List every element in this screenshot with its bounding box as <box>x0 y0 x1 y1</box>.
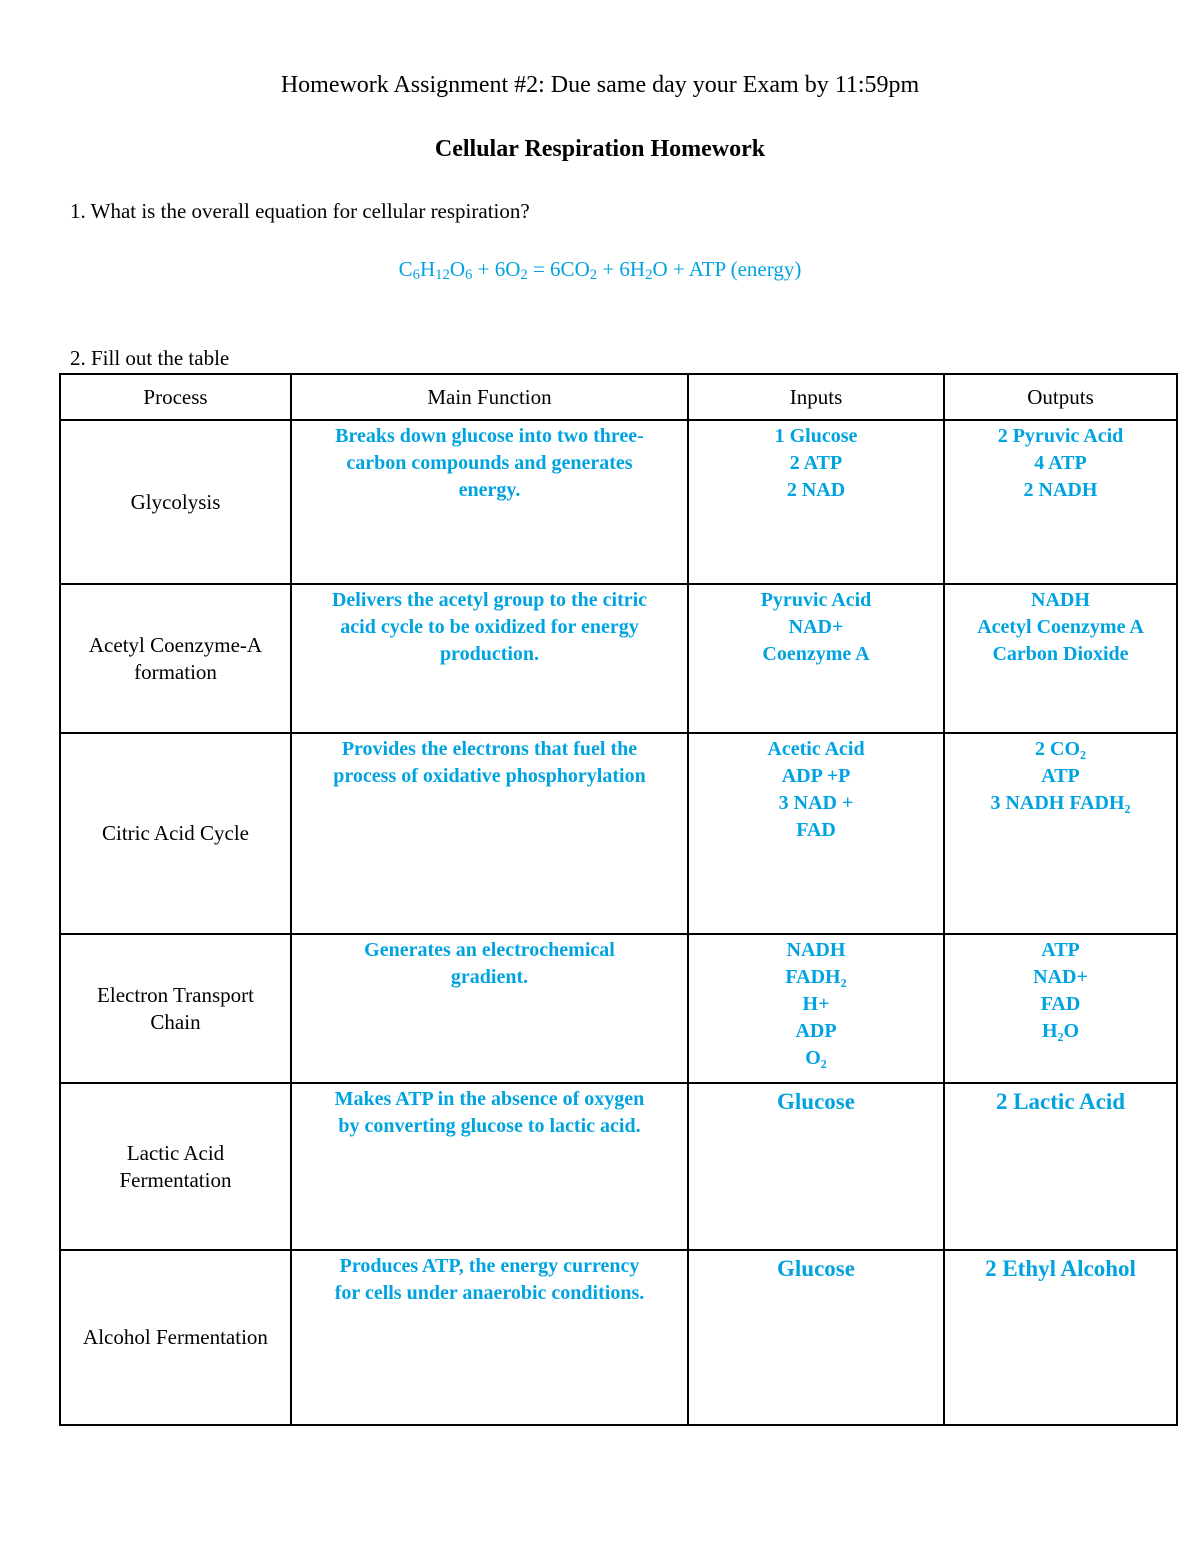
inputs-cell <box>688 934 944 1083</box>
process-text: Alcohol Fermentation <box>83 1325 268 1349</box>
inputs-cell <box>688 584 944 733</box>
function-text: gradient. <box>450 966 529 988</box>
eq-sub: 2 <box>520 266 528 283</box>
question-2-prompt: 2. Fill out the table <box>70 346 230 370</box>
output-item: 2 Pyruvic Acid <box>997 425 1124 447</box>
input-item: O₂ <box>805 1047 827 1069</box>
outputs-cell <box>944 733 1177 934</box>
process-cell <box>60 420 291 584</box>
output-item: ATP <box>1041 765 1080 787</box>
input-item: 2 NAD <box>786 479 846 501</box>
eq-part: O + ATP (energy) <box>652 257 802 281</box>
outputs-cell <box>944 1083 1177 1250</box>
input-item: FAD <box>796 819 836 841</box>
header-process: Process <box>60 374 291 420</box>
table-header-row <box>60 374 1177 420</box>
inputs-cell <box>688 1250 944 1425</box>
output-item: H₂O <box>1041 1020 1080 1042</box>
eq-part: H <box>419 257 436 281</box>
function-text: Breaks down glucose into two three- <box>335 425 644 447</box>
eq-part: + 6O <box>472 257 521 281</box>
input-item: Glucose <box>777 1256 855 1281</box>
table-row <box>60 420 1177 584</box>
input-item: H+ <box>802 993 830 1015</box>
function-cell <box>291 584 688 733</box>
input-item: FADH₂ <box>785 966 847 988</box>
input-item: Coenzyme A <box>762 643 870 665</box>
output-item: Acetyl Coenzyme A <box>977 616 1144 638</box>
eq-sub: 2 <box>589 266 598 283</box>
process-cell <box>60 733 291 934</box>
function-text: acid cycle to be oxidized for energy <box>340 616 639 638</box>
inputs-cell <box>688 420 944 584</box>
outputs-cell <box>944 934 1177 1083</box>
outputs-cell <box>944 1250 1177 1425</box>
eq-sub: 6 <box>465 266 473 283</box>
outputs-cell <box>944 420 1177 584</box>
table-row <box>60 1083 1177 1250</box>
function-text: for cells under anaerobic conditions. <box>334 1282 645 1304</box>
input-item: Glucose <box>777 1089 855 1114</box>
process-text: Acetyl Coenzyme-A <box>88 632 263 657</box>
inputs-cell <box>688 1083 944 1250</box>
process-text: Citric Acid Cycle <box>102 821 249 845</box>
input-item: NADH <box>786 939 846 961</box>
process-cell <box>60 1083 291 1250</box>
function-cell <box>291 934 688 1083</box>
output-item: NAD+ <box>1033 966 1088 988</box>
process-text: Lactic Acid <box>126 1140 225 1165</box>
eq-sub: 12 <box>435 266 450 283</box>
respiration-table <box>59 373 1178 1426</box>
output-item: ATP <box>1041 939 1080 961</box>
header-outputs: Outputs <box>944 374 1177 420</box>
table-row <box>60 733 1177 934</box>
output-item: Carbon Dioxide <box>992 643 1129 665</box>
process-cell <box>60 934 291 1083</box>
function-text: Provides the electrons that fuel the <box>341 738 638 760</box>
header-main-function: Main Function <box>291 374 688 420</box>
output-item: 3 NADH FADH₂ <box>990 792 1131 814</box>
function-text: Generates an electrochemical <box>364 939 615 961</box>
eq-part: C <box>398 257 413 281</box>
output-item: 2 NADH <box>1023 479 1098 501</box>
document-subtitle: Cellular Respiration Homework <box>434 136 766 162</box>
eq-sub: 6 <box>412 266 420 283</box>
eq-part: + 6H <box>597 257 646 281</box>
process-text: Chain <box>150 1009 201 1034</box>
table-row <box>60 584 1177 733</box>
inputs-cell <box>688 733 944 934</box>
output-item: NADH <box>1031 589 1090 611</box>
function-text: Delivers the acetyl group to the citric <box>331 589 648 611</box>
output-item: 2 Ethyl Alcohol <box>985 1256 1136 1281</box>
question-1-prompt: 1. What is the overall equation for cellular respiration? <box>70 199 530 223</box>
output-item: FAD <box>1040 993 1081 1015</box>
process-text: Fermentation <box>119 1167 232 1192</box>
process-text: Glycolysis <box>130 489 221 514</box>
header-inputs: Inputs <box>688 374 944 420</box>
table-row <box>60 1250 1177 1425</box>
function-text: Makes ATP in the absence of oxygen <box>334 1088 645 1110</box>
table-row <box>60 934 1177 1083</box>
output-item: 2 CO₂ <box>1035 738 1086 760</box>
eq-sub: 2 <box>645 266 653 283</box>
process-text: Electron Transport <box>97 982 254 1007</box>
process-cell <box>60 584 291 733</box>
eq-part: = 6CO <box>527 257 590 281</box>
input-item: 3 NAD + <box>778 792 854 814</box>
process-cell <box>60 1250 291 1425</box>
function-text: process of oxidative phosphorylation <box>333 765 646 787</box>
input-item: 2 ATP <box>789 452 843 474</box>
input-item: Acetic Acid <box>767 738 865 760</box>
function-cell <box>291 1083 688 1250</box>
function-text: production. <box>439 643 540 665</box>
function-cell <box>291 1250 688 1425</box>
input-item: NAD+ <box>788 616 844 638</box>
function-text: energy. <box>458 479 521 501</box>
input-item: Pyruvic Acid <box>760 589 872 611</box>
page-title: Homework Assignment #2: Due same day your Exam by 11:59pm <box>280 72 920 98</box>
function-text: Produces ATP, the energy currency <box>339 1255 640 1277</box>
eq-part: O <box>449 257 466 281</box>
function-cell <box>291 733 688 934</box>
input-item: ADP <box>795 1020 837 1042</box>
input-item: ADP +P <box>781 765 851 787</box>
input-item: 1 Glucose <box>774 425 858 447</box>
outputs-cell <box>944 584 1177 733</box>
function-cell <box>291 420 688 584</box>
function-text: carbon compounds and generates <box>346 452 633 474</box>
function-text: by converting glucose to lactic acid. <box>338 1115 641 1137</box>
output-item: 4 ATP <box>1034 452 1087 474</box>
output-item: 2 Lactic Acid <box>995 1089 1126 1114</box>
process-text: formation <box>134 659 217 684</box>
respiration-equation <box>0 257 1200 282</box>
